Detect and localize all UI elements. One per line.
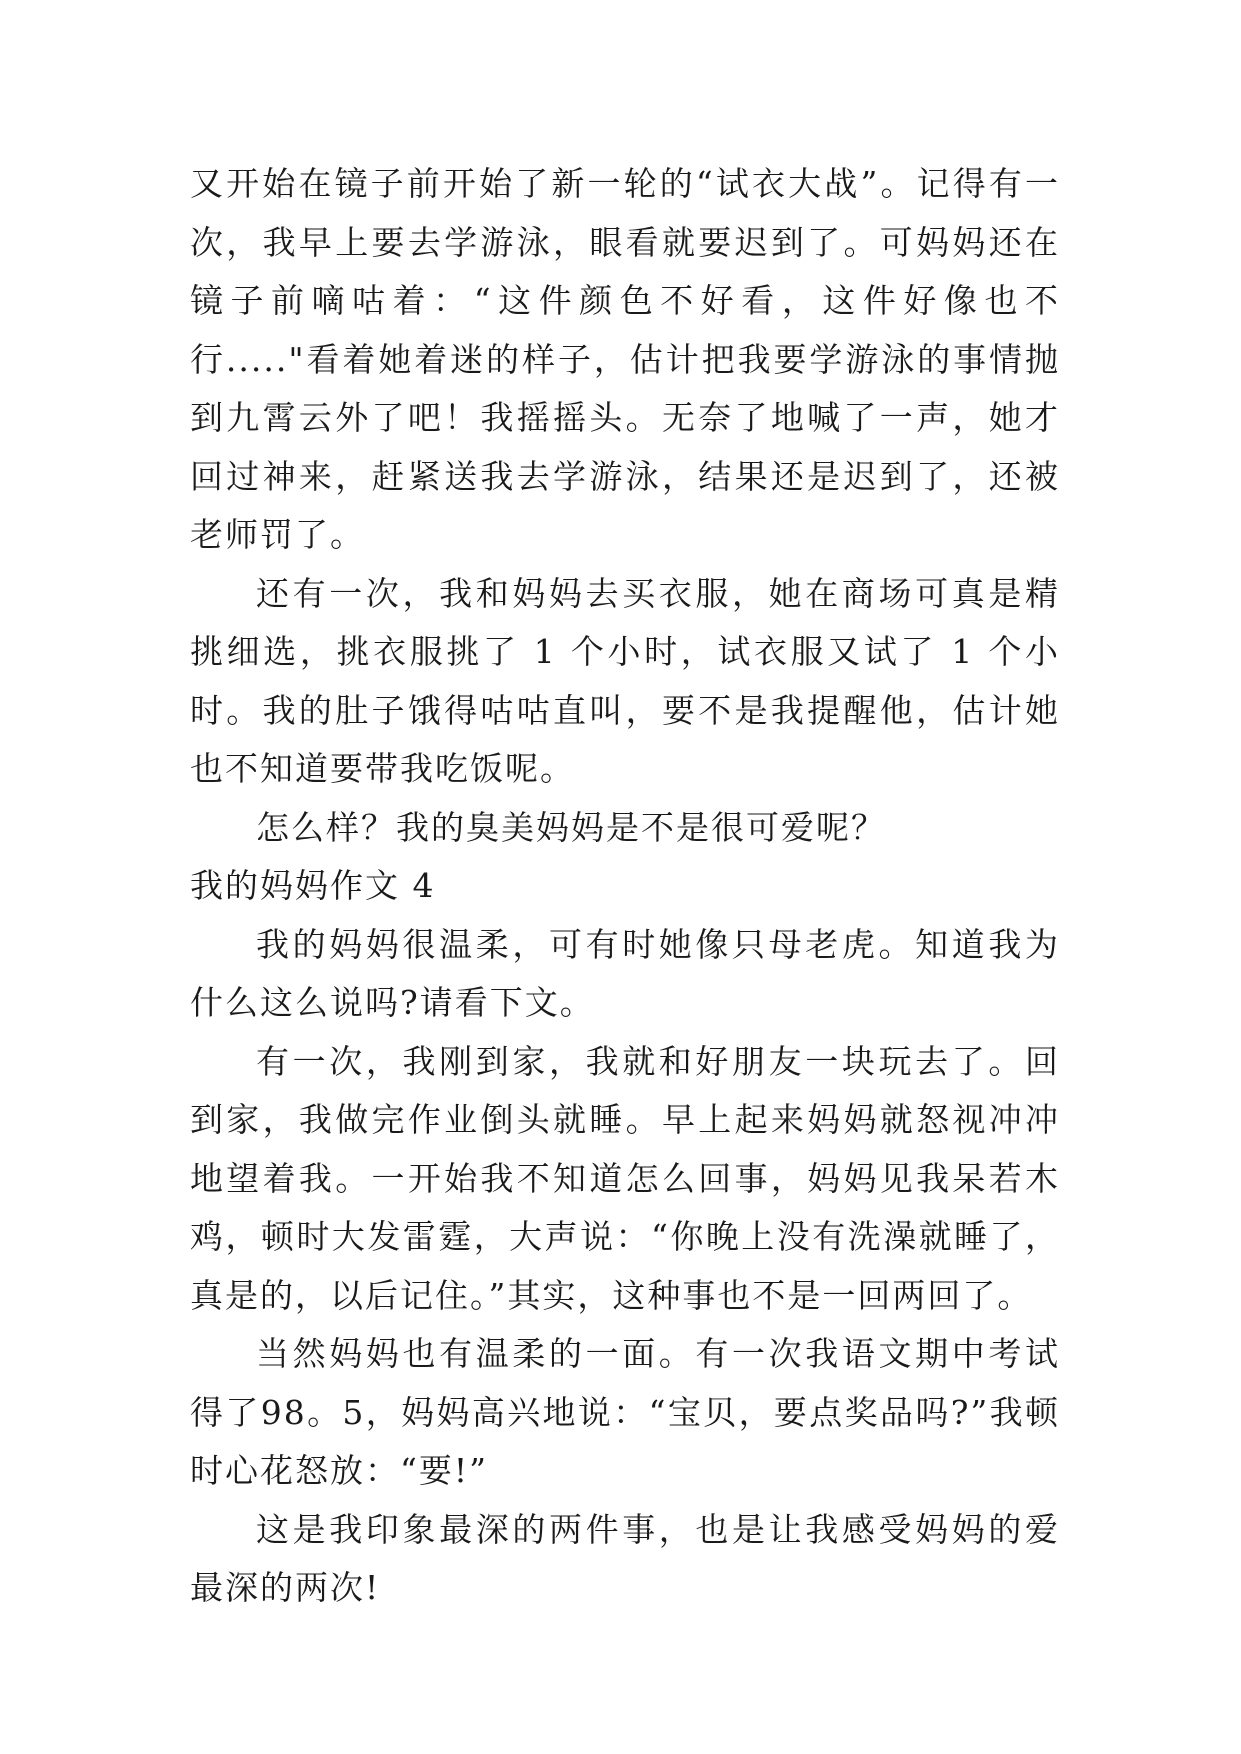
paragraph: 有一次，我刚到家，我就和好朋友一块玩去了。回到家，我做完作业倒头就睡。早上起来妈妈就怒视冲冲地望着我。一开始我不知道怎么回事，妈妈见我呆若木鸡，顿时大发雷霆，大声说：“你晚上没有洗澡就睡了，真是的，以后记住。”其实，这种事也不是一回两回了。 <box>190 1041 1060 1315</box>
paragraph: 又开始在镜子前开始了新一轮的“试衣大战”。记得有一次，我早上要去学游泳，眼看就要迟到了。可妈妈还在镜子前嘀咕着：“这件颜色不好看，这件好像也不行....."看着她着迷的样子，估计把我要学游泳的事情抛到九霄云外了吧！我摇摇头。无奈了地喊了一声，她才回过神来，赶紧送我去学游泳，结果还是迟到了，还被老师罚了。 <box>190 164 1060 554</box>
paragraph: 我的妈妈很温柔，可有时她像只母老虎。知道我为什么这么说吗?请看下文。 <box>190 924 1060 1022</box>
paragraph: 这是我印象最深的两件事，也是让我感受妈妈的爱最深的两次! <box>190 1509 1060 1607</box>
paragraph: 还有一次，我和妈妈去买衣服，她在商场可真是精挑细选，挑衣服挑了 1 个小时，试衣服又试了 1 个小时。我的肚子饿得咕咕直叫，要不是我提醒他，估计她也不知道要带我吃饭呢。 <box>190 573 1060 788</box>
paragraph: 当然妈妈也有温柔的一面。有一次我语文期中考试得了98。5，妈妈高兴地说：“宝贝，要点奖品吗?”我顿时心花怒放：“要!” <box>190 1334 1060 1490</box>
document-body <box>190 155 1060 1618</box>
section-heading: 我的妈妈作文 4 <box>190 866 436 905</box>
paragraph: 怎么样？我的臭美妈妈是不是很可爱呢？ <box>256 807 886 847</box>
